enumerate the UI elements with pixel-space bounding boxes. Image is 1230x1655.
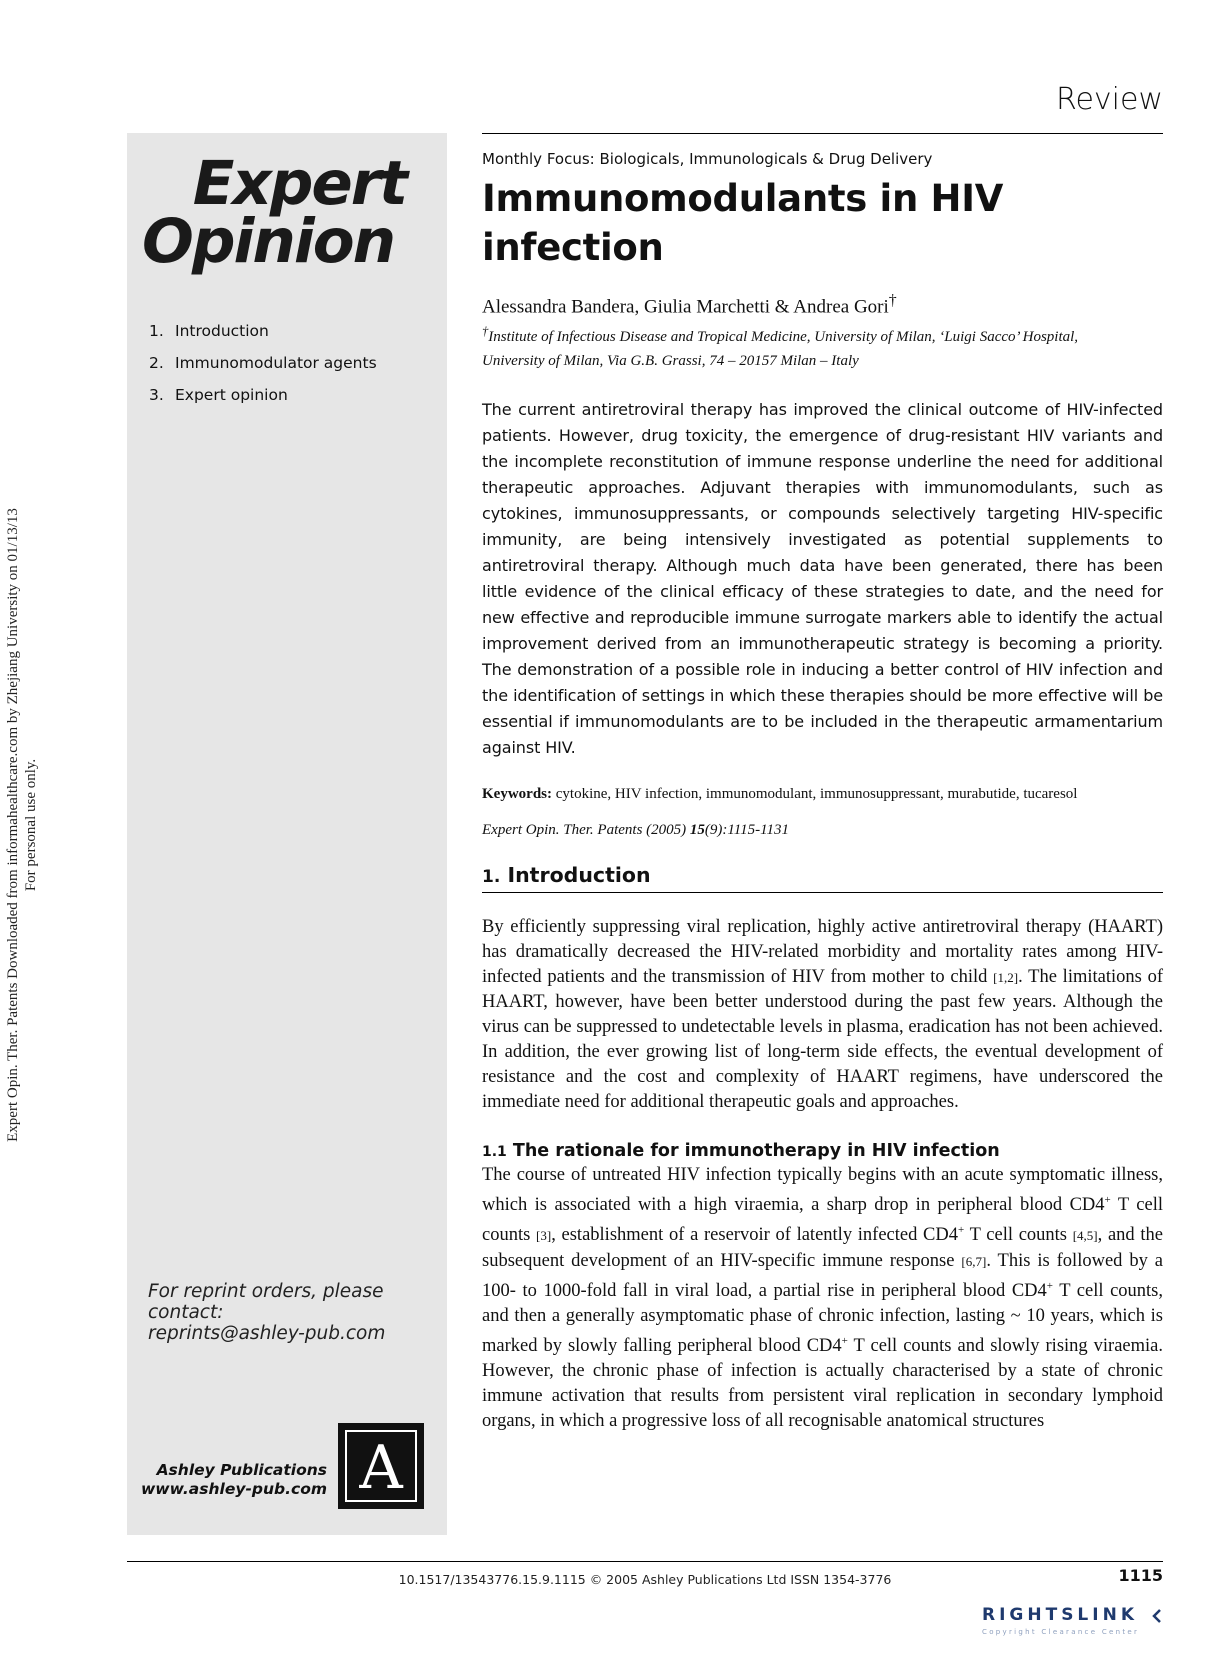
publisher-logo [338, 1423, 424, 1509]
reprint-email-link[interactable]: reprints@ashley-pub.com [148, 1323, 386, 1344]
section-title: Introduction [507, 863, 651, 888]
rationale-text-g: T cell counts, and then a generally asymptomatic phase of chronic infection, lasting ~ 10 years, which is marked by slowly falling peripheral blood CD4 [482, 1280, 1163, 1356]
citation [482, 822, 1163, 839]
rationale-text-f: . This is followed by a 100- to 1000-fold fall in viral load, a partial rise in peripheral blood CD4 [482, 1250, 1163, 1301]
publisher-name: Ashley Publications [156, 1461, 327, 1479]
rationale-text-c: , establishment of a reservoir of latently infected CD4 [551, 1225, 959, 1246]
monthly-focus: Monthly Focus: Biologicals, Immunologicals & Drug Delivery [482, 150, 933, 168]
toc-label: Expert opinion [175, 386, 288, 404]
citation-volume: 15 [689, 822, 705, 839]
author-footnote-mark: † [888, 292, 897, 309]
intro-paragraph [482, 915, 1163, 1115]
toc-label: Immunomodulator agents [175, 354, 377, 372]
keywords-label: Keywords: [482, 786, 552, 803]
watermark-line-1: Expert Opin. Ther. Patents Downloaded from informahealthcare.com by Zhejiang University on 01/13/13 [5, 508, 21, 1142]
section-label: Review [1055, 82, 1163, 117]
publisher-url-link[interactable]: www.ashley-pub.com [140, 1480, 327, 1498]
title-line-1: Immunomodulants in HIV [482, 177, 1004, 220]
subsection-number: 1.1 [482, 1144, 507, 1161]
affiliation [482, 319, 1163, 373]
section-heading-introduction [482, 863, 1163, 893]
publisher-logo-letter: A [345, 1430, 417, 1502]
footer-doi: 10.1517/13543776.15.9.1115 © 2005 Ashley Publications Ltd ISSN 1354-3776 [398, 1572, 892, 1587]
abstract: The current antiretroviral therapy has improved the clinical outcome of HIV-infected patients. However, drug toxicity, the emergence of drug-resistant HIV variants and the incomplete reconstitution of immune response underline the need for additional therapeutic approaches. Adjuvant therapies with immunomodulants, such as cytokines, immunosuppressants, or compounds selectively targeting HIV-specific immunity, are being intensively investigated as potential supplements to antiretroviral therapy. Although much data have been generated, there has been little evidence of the clinical efficacy of these strategies to date, and the need for new effective and reproducible immune surrogate markers able to identify the actual improvement derived from an immunotherapeutic strategy is becoming a priority. The demonstration of a possible role in inducing a better control of HIV infection and the identification of settings in which these therapies should be more effective will be essential if immunomodulants are to be included in the therapeutic armamentarium against HIV. [482, 400, 1163, 758]
footer-rule [127, 1561, 1163, 1562]
subsection-title: The rationale for immunotherapy in HIV infection [512, 1141, 1000, 1162]
rationale-text-b: T cell counts [482, 1195, 1164, 1246]
superscript-plus: + [958, 1224, 965, 1237]
affiliation-line-2: University of Milan, Via G.B. Grassi, 74 – 20157 Milan – Italy [482, 353, 859, 370]
download-watermark [4, 465, 40, 1185]
reprint-line-1: For reprint orders, please [148, 1281, 384, 1302]
toc-item-immunomodulator-agents[interactable] [149, 353, 377, 385]
rightslink-tagline: Copyright Clearance Center [982, 1628, 1140, 1636]
table-of-contents [149, 321, 377, 417]
rationale-paragraph [482, 1163, 1163, 1434]
rightslink-chevron-icon [1154, 1610, 1160, 1622]
publisher-info [127, 1461, 327, 1499]
keywords [482, 783, 1163, 805]
toc-item-expert-opinion[interactable] [149, 385, 377, 417]
affiliation-mark: † [482, 324, 489, 339]
intro-text-a: By efficiently suppressing viral replication, highly active antiretroviral therapy (HAART) has dramatically decreased the HIV-related morbidity and mortality rates among HIV-infected patients and the transmission of HIV from mother to child [482, 917, 1163, 988]
rationale-text-h: T cell counts and slowly rising viraemia. However, the chronic phase of infection is actually characterised by a state of chronic immune activation that results from persistent viral replication in secondary lymphoid organs, in which a progressive loss of all recognisable anatomical structures [482, 1335, 1163, 1431]
reference-link-1-2[interactable]: [1,2] [993, 970, 1019, 986]
subsection-heading-rationale [482, 1140, 1163, 1163]
article-title [482, 174, 1163, 272]
reprint-info [148, 1281, 428, 1344]
rationale-text-e: , and the subsequent development of an HIV-specific immune response [482, 1225, 1163, 1271]
reprint-line-2: contact: [148, 1302, 224, 1323]
toc-number: 1. [149, 322, 164, 340]
logo-line-1: Expert [192, 148, 406, 219]
header-rule [482, 133, 1163, 134]
toc-label: Introduction [175, 322, 269, 340]
superscript-plus: + [841, 1334, 848, 1347]
rationale-text-a: The course of untreated HIV infection typically begins with an acute symptomatic illness, which is associated with a high viraemia, a sharp drop in peripheral blood CD4 [482, 1165, 1163, 1216]
sidebar [127, 133, 447, 1535]
citation-journal: Expert Opin. Ther. Patents (2005) [482, 822, 690, 839]
page-number: 1115 [1118, 1566, 1163, 1585]
article-main [482, 150, 1163, 1434]
superscript-plus: + [1104, 1194, 1111, 1207]
logo-line-2: Opinion [142, 206, 395, 277]
toc-number: 2. [149, 354, 164, 372]
author-names: Alessandra Bandera, Giulia Marchetti & Andrea Gori [482, 296, 889, 318]
reference-link-4-5[interactable]: [4,5] [1072, 1228, 1098, 1244]
section-number: 1. [482, 867, 501, 888]
toc-item-introduction[interactable] [149, 321, 377, 353]
toc-number: 3. [149, 386, 164, 404]
affiliation-line-1: Institute of Infectious Disease and Tropical Medicine, University of Milan, ‘Luigi Sacco’ Hospital, [488, 329, 1079, 346]
rightslink-logo[interactable] [982, 1600, 1182, 1640]
watermark-line-2: For personal use only. [23, 758, 39, 892]
rightslink-brand: RIGHTSLINK [982, 1605, 1138, 1625]
reference-link-6-7[interactable]: [6,7] [961, 1253, 987, 1269]
intro-text-b: . The limitations of HAART, however, have been better understood during the past few years. Although the virus can be suppressed to undetectable levels in plasma, eradication has not been achieved. In addition, the ever growing list of long-term side effects, the eventual development of resistance and the cost and complexity of HAART regimens, have underscored the immediate need for additional therapeutic goals and approaches. [482, 967, 1163, 1113]
keywords-list: cytokine, HIV infection, immunomodulant, immunosuppressant, murabutide, tucaresol [555, 786, 1078, 803]
journal-logo [142, 148, 432, 277]
citation-pages: (9):1115-1131 [704, 822, 790, 839]
authors [482, 290, 1163, 318]
superscript-plus: + [1046, 1279, 1054, 1292]
rationale-text-d: T cell counts [964, 1225, 1073, 1246]
reference-link-3[interactable]: [3] [536, 1228, 552, 1244]
title-line-2: infection [482, 226, 664, 269]
